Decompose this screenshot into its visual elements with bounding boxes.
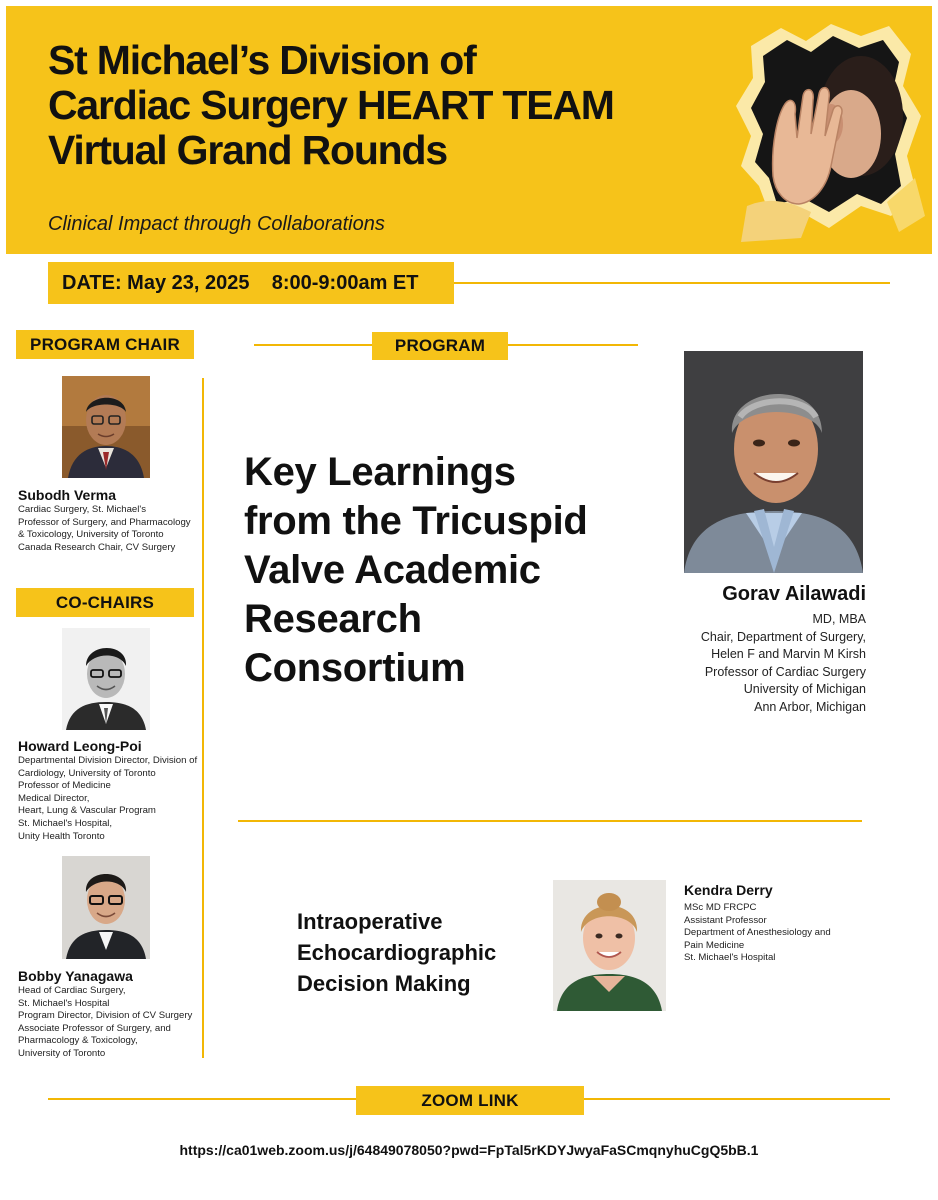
event-title: [48, 38, 728, 173]
bio-line: University of Toronto: [18, 1047, 106, 1059]
title-line-3: Virtual Grand Rounds: [48, 127, 447, 173]
bio-line: Medical Director,: [18, 792, 90, 804]
bio-line: Head of Cardiac Surgery,: [18, 985, 126, 996]
co-chair-2-bio: [18, 985, 202, 1061]
bio-line: Department of Anesthesiology and: [684, 927, 831, 939]
bio-line: St. Michael's Hospital: [684, 952, 776, 964]
event-subtitle: Clinical Impact through Collaborations: [48, 213, 385, 235]
bio-line: MSc MD FRCPC: [684, 902, 757, 913]
header-banner: [6, 6, 932, 254]
bio-line: Ann Arbor, Michigan: [754, 699, 866, 714]
bio-line: St. Michael's Hospital: [18, 997, 110, 1009]
bio-line: Departmental Division Director, Division of: [18, 755, 198, 766]
event-time: 8:00-9:00am ET: [271, 272, 419, 294]
bio-line: Cardiology, University of Toronto: [18, 767, 156, 779]
co-chair-1-bio: [18, 755, 202, 843]
bio-line: Professor of Cardiac Surgery: [704, 664, 866, 679]
bio-line: & Toxicology, University of Toronto: [18, 529, 164, 541]
co-chair-1-photo: [62, 628, 150, 730]
talk-title-line: Research: [244, 597, 422, 641]
talk-title-line: Valve Academic: [244, 548, 541, 592]
bio-line: Pain Medicine: [684, 939, 745, 951]
speaker-2-name: Kendra Derry: [684, 882, 773, 898]
bio-line: Professor of Medicine: [18, 780, 111, 792]
zoom-link-heading: ZOOM LINK: [356, 1086, 584, 1115]
ear-listening-icon: [711, 6, 932, 254]
bio-line: Chair, Department of Surgery,: [700, 629, 866, 644]
talk-title-line: Decision Making: [297, 971, 471, 996]
talk-title-line: from the Tricuspid: [244, 499, 588, 543]
left-column-divider: [202, 378, 204, 1058]
program-chair-photo: [62, 376, 150, 478]
title-line-2: Cardiac Surgery HEART TEAM: [48, 82, 614, 128]
bio-line: Assistant Professor: [684, 914, 767, 926]
speaker-1-name: Gorav Ailawadi: [722, 583, 866, 605]
speaker-2-bio: [684, 902, 884, 965]
event-date: DATE: May 23, 2025: [62, 272, 250, 294]
bio-line: Canada Research Chair, CV Surgery: [18, 541, 176, 553]
program-heading: PROGRAM: [372, 332, 508, 360]
program-chair-heading: PROGRAM CHAIR: [16, 330, 194, 359]
zoom-link-url[interactable]: https://ca01web.zoom.us/j/64849078050?pwd=FpTal5rKDYJwyaFaSCmqnyhuCgQ5bB.1: [179, 1142, 759, 1158]
bio-line: Professor of Surgery, and Pharmacology: [18, 516, 191, 528]
date-divider: [450, 282, 890, 284]
title-line-1: St Michael’s Division of: [48, 37, 476, 83]
talk-title-line: Intraoperative: [297, 909, 443, 934]
talk-title-line: Consortium: [244, 646, 466, 690]
talk-title-line: Key Learnings: [244, 450, 516, 494]
co-chair-2-name: Bobby Yanagawa: [18, 968, 133, 984]
bio-line: Heart, Lung & Vascular Program: [18, 805, 156, 817]
speaker-1-bio: [600, 611, 866, 717]
bio-line: Pharmacology & Toxicology,: [18, 1035, 138, 1047]
bio-line: Helen F and Marvin M Kirsh: [711, 647, 866, 662]
co-chair-2-photo: [62, 856, 150, 959]
bio-line: MD, MBA: [812, 612, 866, 626]
co-chair-1-name: Howard Leong-Poi: [18, 738, 142, 754]
speaker-1-photo: [684, 351, 863, 573]
bio-line: Program Director, Division of CV Surgery: [18, 1010, 193, 1022]
bio-line: University of Michigan: [743, 682, 866, 697]
program-chair-name: Subodh Verma: [18, 487, 117, 503]
talk-title-line: Echocardiographic: [297, 940, 497, 965]
bio-line: Cardiac Surgery, St. Michael's: [18, 504, 147, 515]
bio-line: Unity Health Toronto: [18, 830, 105, 842]
speaker-2-photo: [553, 880, 666, 1011]
event-date-box: [48, 262, 454, 304]
program-chair-bio: [18, 504, 202, 554]
co-chairs-heading: CO-CHAIRS: [16, 588, 194, 617]
talk-2-title: [297, 906, 537, 999]
bio-line: Associate Professor of Surgery, and: [18, 1022, 171, 1034]
talks-divider: [238, 820, 862, 822]
bio-line: St. Michael's Hospital,: [18, 817, 113, 829]
